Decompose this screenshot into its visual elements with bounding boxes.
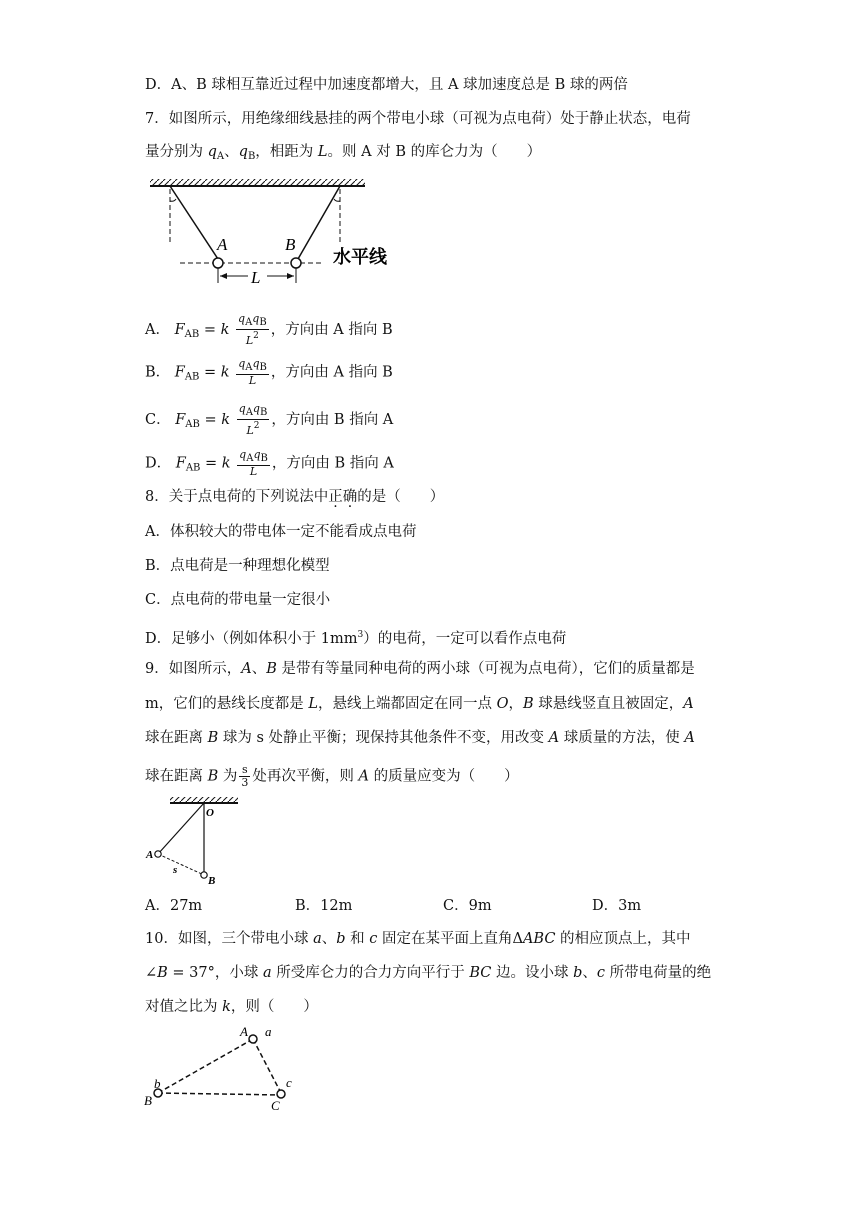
q10-side-ab bbox=[158, 1039, 253, 1093]
q7-opt-b-f: F bbox=[174, 364, 185, 381]
q9-l3-A2: A bbox=[684, 730, 695, 746]
q10-l2-c-ball: c bbox=[596, 965, 606, 981]
q7-opt-c-eq: = bbox=[204, 412, 217, 428]
q10-ball-c bbox=[277, 1090, 285, 1098]
q10-side-bc bbox=[158, 1093, 281, 1095]
q9-option-b bbox=[295, 896, 352, 916]
q7-opt-d-num2: q bbox=[253, 448, 261, 461]
q10-l3-k: k bbox=[222, 999, 231, 1015]
q9-line3 bbox=[145, 728, 695, 748]
q7-opt-b-frac bbox=[236, 358, 269, 387]
q9-l2-c: ， bbox=[508, 696, 523, 712]
q7-ball-b bbox=[291, 258, 301, 268]
q9-l3-a: 球在距离 bbox=[145, 730, 208, 746]
q7-opt-c-num2: q bbox=[252, 402, 260, 415]
q9-l4-B: B bbox=[207, 768, 219, 785]
q9-label-s: s bbox=[173, 864, 178, 876]
q8-option-b bbox=[145, 556, 330, 576]
q7-opt-c-k: k bbox=[221, 412, 231, 428]
q7-angle-a bbox=[170, 199, 176, 201]
q9-option-c bbox=[443, 896, 492, 916]
q7-angle-b bbox=[334, 199, 340, 201]
q10-ball-a bbox=[249, 1035, 257, 1043]
q7-label-l: L bbox=[251, 268, 261, 287]
q10-label-ball-c: c bbox=[286, 1075, 292, 1090]
q10-l2-ball: a bbox=[263, 965, 272, 981]
q10-label-vertex-a: A bbox=[240, 1024, 248, 1039]
q9-l2-b: ，悬线上端都固定在同一点 bbox=[318, 696, 497, 712]
q7-option-b bbox=[145, 358, 393, 388]
q7-stem2c: 。则 A 对 B 的库仑力为（ ） bbox=[327, 144, 542, 160]
q9-label-o: O bbox=[206, 807, 214, 819]
q9-l1-c: 是带有等量同种电荷的两小球（可视为点电荷），它们的质量都是 bbox=[276, 661, 695, 677]
q7-qb: q bbox=[238, 144, 248, 160]
q7-opt-d-num: q bbox=[239, 448, 247, 461]
q9-l4-a: 球在距离 bbox=[145, 768, 208, 785]
q10-l1-ball-a: a bbox=[313, 931, 322, 947]
q10-line1 bbox=[145, 929, 691, 949]
q8-option-c bbox=[145, 590, 330, 610]
q7-opt-b-den: L bbox=[248, 374, 257, 387]
q8-stem-a: 8．关于点电荷的下列说法中 bbox=[145, 489, 329, 505]
q7-opt-a-f: F bbox=[174, 322, 185, 338]
q9-line4 bbox=[145, 764, 519, 789]
q9-frac-den: 3 bbox=[241, 776, 249, 789]
q7-opt-a-numsub1: A bbox=[245, 317, 253, 328]
q7-opt-d-numsub2: B bbox=[260, 453, 268, 464]
q7-opt-d-k: k bbox=[221, 455, 231, 472]
q10-label-ball-b: b bbox=[154, 1076, 161, 1091]
q9-option-a bbox=[145, 896, 202, 916]
q9-opt-c-text: C．9m bbox=[443, 898, 492, 914]
q10-angle-symbol: ∠ bbox=[145, 965, 158, 981]
q7-opt-c-letter: C． bbox=[145, 412, 171, 428]
q7-figure bbox=[145, 175, 405, 290]
q7-qa-sub: A bbox=[216, 151, 225, 162]
q7-opt-a-eq: = bbox=[203, 322, 216, 338]
q9-line1 bbox=[145, 659, 695, 679]
q8-opt-d-a: D．足够小（例如体积小于 1mm bbox=[145, 631, 358, 647]
q7-opt-c-tail: ，方向由 B 指向 A bbox=[271, 412, 394, 428]
q10-side-ac bbox=[253, 1039, 281, 1093]
q7-sep: 、 bbox=[224, 144, 239, 160]
q7-option-d bbox=[145, 449, 394, 479]
q7-stem2a: 量分别为 bbox=[145, 144, 208, 160]
q9-l3-A: A bbox=[548, 730, 560, 746]
q7-opt-c-f: F bbox=[175, 412, 186, 428]
q7-opt-d-den: L bbox=[249, 465, 258, 478]
q10-l2-c: 边。设小球 bbox=[491, 965, 574, 981]
q8-stem bbox=[145, 487, 444, 507]
q9-ball-a bbox=[155, 851, 161, 857]
q7-opt-c-densup: 2 bbox=[253, 421, 260, 431]
q7-opt-b-numsub2: B bbox=[259, 362, 267, 373]
q7-opt-a-letter: A． bbox=[145, 322, 170, 338]
q7-opt-a-k: k bbox=[220, 322, 230, 338]
q10-label-vertex-c: C bbox=[271, 1098, 280, 1113]
q7-opt-c-numsub2: B bbox=[259, 407, 268, 418]
q7-arrowhead-left bbox=[220, 273, 227, 279]
q9-l2-A: A bbox=[683, 696, 694, 712]
q10-l2-B: B bbox=[157, 965, 168, 981]
q7-arrowhead-right bbox=[287, 273, 294, 279]
q10-line3 bbox=[145, 997, 318, 1017]
q10-label-ball-a: a bbox=[265, 1024, 272, 1039]
q7-opt-b-tail: ，方向由 A 指向 B bbox=[270, 364, 393, 381]
q9-l4-c: 处再次平衡，则 bbox=[252, 768, 359, 785]
q7-opt-a-numsub2: B bbox=[259, 317, 267, 328]
q7-opt-a-frac bbox=[236, 313, 269, 347]
q7-thread-a bbox=[170, 186, 218, 259]
q10-l2-eq: = 37° bbox=[167, 965, 215, 981]
q9-l2-d: 球悬线竖直且被固定， bbox=[533, 696, 684, 712]
q10-figure bbox=[140, 1022, 310, 1112]
q7-opt-b-fsub: AB bbox=[184, 371, 200, 383]
q10-l2-bc: BC bbox=[469, 965, 492, 981]
q10-l2-e: 所带电荷量的绝 bbox=[605, 965, 712, 981]
q9-label-b: B bbox=[208, 875, 216, 887]
q7-opt-b-letter: B． bbox=[145, 364, 171, 381]
q7-opt-d-numsub1: A bbox=[246, 453, 254, 464]
q9-line2 bbox=[145, 694, 694, 714]
q7-opt-a-fsub: AB bbox=[184, 329, 200, 340]
q9-thread-a bbox=[158, 803, 204, 854]
q6-option-d bbox=[145, 75, 628, 95]
q10-label-vertex-b: B bbox=[144, 1093, 152, 1108]
q7-opt-a-tail: ，方向由 A 指向 B bbox=[270, 322, 393, 338]
q7-option-a bbox=[145, 313, 393, 347]
q7-opt-c-fsub: AB bbox=[185, 419, 200, 430]
q7-ball-a bbox=[213, 258, 223, 268]
q7-opt-d-letter: D． bbox=[145, 455, 172, 472]
q9-l4-d: 的质量应变为（ ） bbox=[368, 768, 519, 785]
q9-l2-B: B bbox=[523, 696, 534, 712]
q10-l3-b: ，则（ ） bbox=[230, 999, 318, 1015]
q9-l1-A: A bbox=[241, 661, 252, 677]
q9-l3-b: 球为 s 处静止平衡；现保持其他条件不变，用改变 bbox=[218, 730, 549, 746]
q7-stem-line1 bbox=[145, 109, 691, 129]
q7-label-a: A bbox=[217, 235, 228, 254]
q7-opt-c-frac bbox=[237, 403, 270, 437]
q7-opt-d-fsub: AB bbox=[185, 462, 201, 474]
q9-l2-O: O bbox=[496, 696, 509, 712]
q9-l3-c: 球质量的方法，使 bbox=[559, 730, 685, 746]
q8-opt-b-text: B．点电荷是一种理想化模型 bbox=[145, 558, 330, 574]
q8-stem-b: 的是（ ） bbox=[357, 489, 445, 505]
q7-stem2b: ，相距为 bbox=[255, 144, 318, 160]
q9-l3-B: B bbox=[207, 730, 219, 746]
q7-opt-a-densup: 2 bbox=[253, 331, 259, 341]
q10-l1-ball-b: b bbox=[336, 931, 346, 947]
q8-opt-a-text: A．体积较大的带电体一定不能看成点电荷 bbox=[145, 524, 417, 540]
q9-l4-b: 为 bbox=[218, 768, 238, 785]
q9-opt-d-text: D．3m bbox=[592, 898, 642, 914]
q7-l: L bbox=[317, 144, 328, 160]
q7-opt-b-eq: = bbox=[204, 364, 217, 381]
q10-l1-a: 10．如图，三个带电小球 bbox=[145, 931, 314, 947]
q7-opt-d-frac bbox=[237, 449, 270, 478]
q10-l2-b: 所受库仑力的合力方向平行于 bbox=[271, 965, 470, 981]
q8-emphasis-1: 正 bbox=[328, 489, 343, 505]
q9-fraction bbox=[239, 764, 250, 789]
q7-opt-c-den: L bbox=[246, 424, 254, 437]
q9-l2-a: m，它们的悬线长度都是 bbox=[145, 696, 309, 712]
q7-ceiling-hatch bbox=[150, 179, 365, 186]
q7-qb-sub: B bbox=[247, 151, 256, 162]
q8-opt-d-sup: 3 bbox=[357, 630, 364, 640]
q10-l2-b-ball: b bbox=[573, 965, 583, 981]
q9-option-d bbox=[592, 896, 641, 916]
q9-label-a: A bbox=[146, 849, 154, 861]
q7-qa: q bbox=[207, 144, 217, 160]
q7-opt-b-k: k bbox=[220, 364, 230, 381]
q8-emphasis-2: 确 bbox=[342, 489, 358, 505]
q7-opt-d-f: F bbox=[175, 455, 186, 472]
q9-l4-A: A bbox=[358, 768, 369, 785]
q10-l1-abc: ABC bbox=[522, 931, 556, 947]
q7-opt-b-num2: q bbox=[252, 357, 260, 370]
q10-l1-c: 和 bbox=[345, 931, 370, 947]
q7-opt-b-numsub1: A bbox=[245, 362, 253, 373]
q7-opt-c-num: q bbox=[238, 402, 246, 415]
q9-ball-b bbox=[201, 872, 207, 878]
q10-l2-d: 、 bbox=[582, 965, 597, 981]
q9-l2-L: L bbox=[308, 696, 318, 712]
q10-l1-e: 的相应顶点上，其中 bbox=[555, 931, 691, 947]
q10-l1-d: 固定在某平面上直角Δ bbox=[377, 931, 523, 947]
q8-opt-c-text: C．点电荷的带电量一定很小 bbox=[145, 592, 331, 608]
q9-l1-b: 、 bbox=[251, 661, 267, 677]
q6-option-d-text: D．A、B 球相互靠近过程中加速度都增大，且 A 球加速度总是 B 球的两倍 bbox=[145, 77, 628, 93]
q8-option-a bbox=[145, 522, 416, 542]
q7-opt-b-num: q bbox=[238, 357, 246, 370]
q9-figure bbox=[145, 795, 255, 890]
q9-opt-b-text: B．12m bbox=[295, 898, 353, 914]
q8-opt-d-b: ）的电荷，一定可以看作点电荷 bbox=[363, 631, 567, 647]
q10-l1-b: 、 bbox=[321, 931, 337, 947]
q9-distance-s bbox=[158, 854, 204, 875]
q9-l1-B: B bbox=[266, 661, 277, 677]
q10-l3-a: 对值之比为 bbox=[145, 999, 223, 1015]
q9-frac-num: s bbox=[239, 764, 250, 777]
q7-opt-a-num: q bbox=[238, 312, 246, 325]
q7-stem-line2 bbox=[145, 142, 541, 167]
q7-horizontal-label: 水平线 bbox=[333, 247, 387, 268]
q7-label-b: B bbox=[285, 235, 296, 254]
q7-opt-d-tail: ，方向由 B 指向 A bbox=[271, 455, 394, 472]
q10-l1-ball-c: c bbox=[369, 931, 378, 947]
q7-opt-d-eq: = bbox=[205, 455, 218, 472]
q7-stem1-text: 7．如图所示，用绝缘细线悬挂的两个带电小球（可视为点电荷）处于静止状态，电荷 bbox=[145, 111, 691, 127]
q8-option-d bbox=[145, 625, 566, 649]
q10-line2 bbox=[145, 963, 711, 983]
q9-l1-a: 9．如图所示， bbox=[145, 661, 242, 677]
q10-l2-a: ，小球 bbox=[214, 965, 263, 981]
q9-opt-a-text: A．27m bbox=[145, 898, 203, 914]
q7-opt-c-numsub1: A bbox=[245, 407, 253, 418]
q7-opt-a-num2: q bbox=[252, 312, 260, 325]
q7-opt-a-den: L bbox=[245, 334, 254, 347]
q7-option-c bbox=[145, 403, 393, 437]
